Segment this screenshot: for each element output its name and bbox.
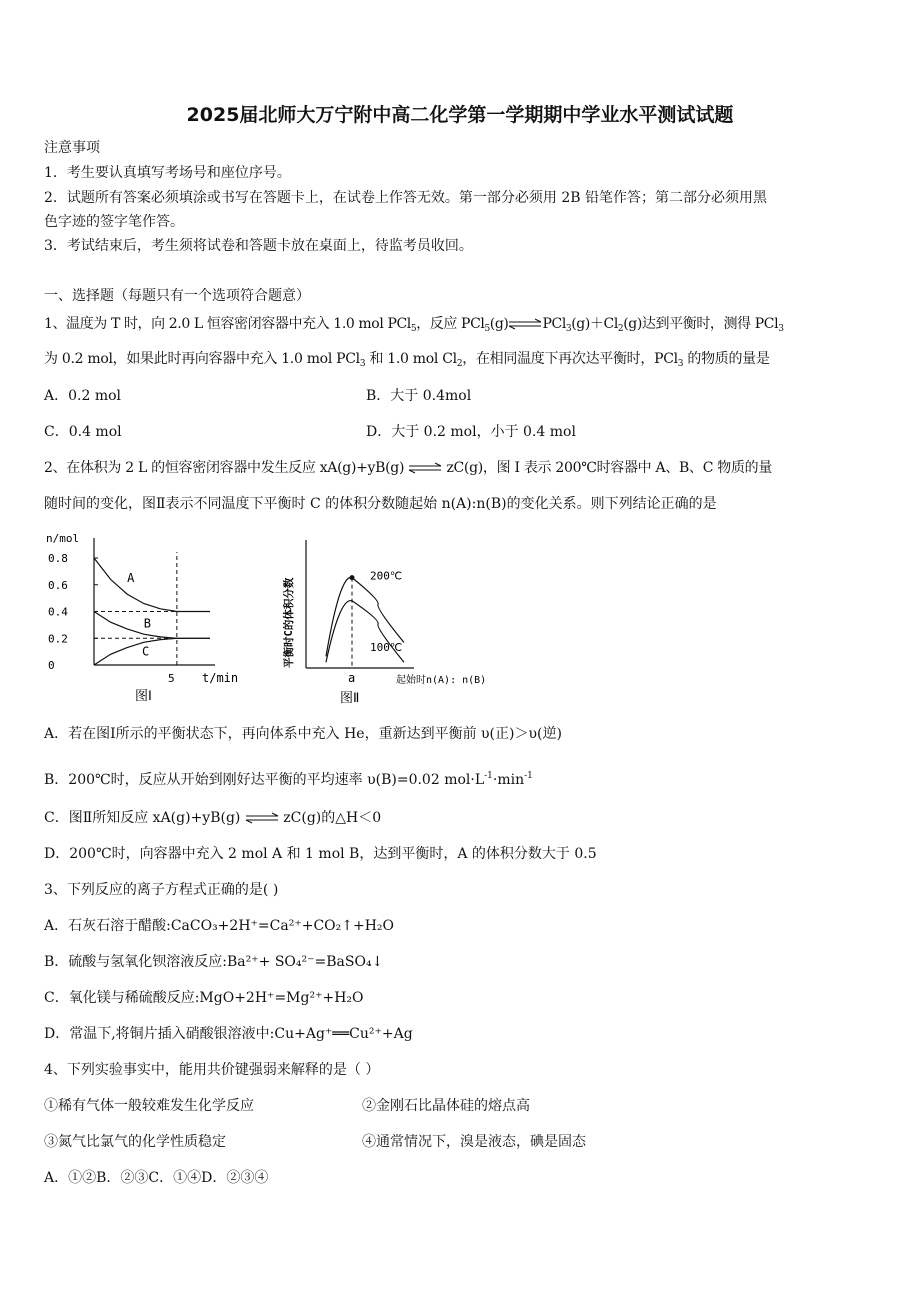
x-tick-label: a xyxy=(348,671,356,685)
series-C-label: C xyxy=(142,644,150,659)
notice-item-2-cont: 色字迹的签字笔作答。 xyxy=(44,214,184,230)
y-axis-label: 平衡时C的体积分数 xyxy=(283,577,295,668)
q1-option-d: D．大于 0.2 mol，小于 0.4 mol xyxy=(366,424,576,440)
q2-stem-line2: 随时间的变化，图Ⅱ表示不同温度下平衡时 C 的体积分数随起始 n(A):n(B)的变化关系。则下列结论正确的是 xyxy=(44,496,717,512)
y-tick-label: 0 xyxy=(48,659,55,672)
q4-options: A．①②B．②③C．①④D．②③④ xyxy=(44,1170,269,1186)
q1-option-a: A．0.2 mol xyxy=(44,388,122,404)
series-A-label: A xyxy=(127,571,135,586)
q3-stem: 3、下列反应的离子方程式正确的是( ) xyxy=(44,882,279,898)
series-B-line xyxy=(94,612,210,639)
q2-option-d: D．200℃时，向容器中充入 2 mol A 和 1 mol B，达到平衡时，A 的体积分数大于 0.5 xyxy=(44,846,597,862)
series-B-label: B xyxy=(143,616,151,631)
q2-option-b: B．200℃时，反应从开始到刚好达平衡的平均速率 υ(B)=0.02 $mol\cdot L^{-1}\cdot\min^{-1}$ xyxy=(44,771,533,788)
q3-option-b: B．硫酸与氢氧化钡溶液反应:Ba²⁺+ SO₄²⁻=BaSO₄↓ xyxy=(44,954,384,970)
chart-title: 图Ⅰ xyxy=(135,689,152,704)
equilibrium-arrow-icon xyxy=(408,462,442,474)
series-C-line xyxy=(94,638,210,665)
notice-item-1: 1．考生要认真填写考场号和座位序号。 xyxy=(44,165,291,181)
q3-option-a: A．石灰石溶于醋酸:CaCO₃+2H⁺=Ca²⁺+CO₂↑+H₂O xyxy=(44,918,395,934)
series-200c-label: 200℃ xyxy=(370,569,403,583)
q1-option-c: C．0.4 mol xyxy=(44,424,122,440)
q4-statement-2: ②金刚石比晶体硅的熔点高 xyxy=(362,1098,530,1114)
q3-option-c: C．氧化镁与稀硫酸反应:MgO+2H⁺=Mg²⁺+H₂O xyxy=(44,990,364,1006)
q1-option-b: B．大于 0.4mol xyxy=(366,388,472,404)
y-tick-label: 0.6 xyxy=(48,578,68,592)
series-A-line xyxy=(94,558,210,612)
q2-stem-line1: 2、在体积为 2 L 的恒容密闭容器中发生反应 xA(g)+yB(g) zC(g)，图 I 表示 200℃时容器中 A、B、C 物质的量 xyxy=(44,460,773,476)
notice-item-3: 3．考试结束后，考生须将试卷和答题卡放在桌面上，待监考员收回。 xyxy=(44,238,473,254)
series-100c-label: 100℃ xyxy=(370,640,403,654)
q2-option-c: C．图Ⅱ所知反应 xA(g)+yB(g) zC(g)的△H＜0 xyxy=(44,810,382,826)
x-axis-label: 起始时n(A): n(B) xyxy=(396,675,487,686)
equilibrium-arrow-icon xyxy=(245,812,279,824)
x-axis-label: t/min xyxy=(202,671,239,685)
figure-1-chart xyxy=(40,528,270,708)
q4-statement-3: ③氮气比氯气的化学性质稳定 xyxy=(44,1134,226,1150)
y-tick-label: 0.8 xyxy=(48,552,68,565)
q4-statement-1: ①稀有气体一般较难发生化学反应 xyxy=(44,1098,254,1114)
notice-heading: 注意事项 xyxy=(44,140,100,156)
y-tick-label: 0.2 xyxy=(48,632,68,646)
q4-statement-4: ④通常情况下，溴是液态，碘是固态 xyxy=(362,1134,586,1150)
y-tick-label: 0.4 xyxy=(48,605,68,619)
notice-item-2: 2．试题所有答案必须填涂或书写在答题卡上，在试卷上作答无效。第一部分必须用 2B 铅笔作答；第二部分必须用黑 xyxy=(44,190,767,206)
y-axis-label: n/mol xyxy=(46,532,80,545)
q1-stem-line1: 1、温度为 T 时，向 2.0 L 恒容密闭容器中充入 1.0 mol PCl$_5$，反应 PCl$_5$(g) $PCl_3(g)+Cl_2(g)$达到平衡时，测得 PCl$_3$ xyxy=(44,316,784,334)
x-tick-label: 5 xyxy=(168,672,175,685)
q1-stem-line2: 为 0.2 mol，如果此时再向容器中充入 1.0 mol PCl$_3$ 和 1.0 mol $Cl_2$，在相同温度下再次达平衡时，PCl$_3$ 的物质的量是 xyxy=(44,351,770,369)
chart-title: 图Ⅱ xyxy=(340,691,360,706)
q3-option-d: D．常温下,将铜片插入硝酸银溶液中:Cu+Ag⁺══Cu²⁺+Ag xyxy=(44,1026,413,1042)
equilibrium-arrow-icon xyxy=(508,318,542,330)
figure-2-chart xyxy=(278,528,498,708)
q2-option-a: A．若在图Ⅰ所示的平衡状态下，再向体系中充入 He，重新达到平衡前 υ(正)＞υ(逆) xyxy=(44,726,562,742)
section-heading: 一、选择题（每题只有一个选项符合题意） xyxy=(44,288,310,304)
page-title: 2025届北师大万宁附中高二化学第一学期期中学业水平测试试题 xyxy=(186,104,734,126)
q4-stem: 4、下列实验事实中，能用共价键强弱来解释的是（ ） xyxy=(44,1062,380,1078)
